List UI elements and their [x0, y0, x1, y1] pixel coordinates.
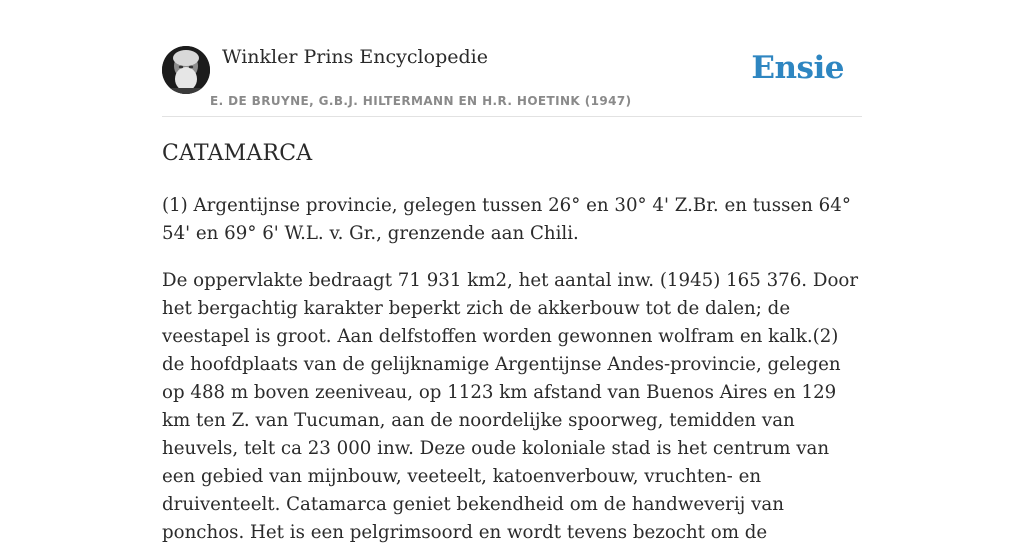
article-paragraph-2: De oppervlakte bedraagt 71 931 km2, het aantal inw. (1945) 165 376. Door het bergachtig karakter beperkt zich de akkerbouw tot de dalen; de veestapel is groot. Aan delfstoffen worden gewonnen wolfram en kalk.(2) de hoofdplaats van de gelijknamige Argentijnse Andes-provincie, gelegen op 488 m boven zeeniveau, op 1123 km afstand van Buenos Aires en 129 km ten Z. van Tucuman, aan de noordelijke spoorweg, temidden van heuvels, telt ca 23 000 inw. Deze oude koloniale stad is het centrum van een gebied van mijnbouw, veeteelt, katoenverbouw, vruchten- en druiventeelt. Catamarca geniet bekendheid om de handweverij van ponchos. Het is een pelgrimsoord en wordt tevens bezocht om de: [162, 270, 859, 543]
authors-line: E. DE BRUYNE, G.B.J. HILTERMANN EN H.R. HOETINK (1947): [210, 94, 632, 108]
site-header: [162, 0, 862, 117]
site-title[interactable]: Winkler Prins Encyclopedie: [222, 46, 488, 68]
page: [162, 0, 862, 543]
portrait-image: [162, 46, 210, 94]
article-headword: CATAMARCA: [162, 141, 313, 166]
author-portrait[interactable]: [162, 46, 210, 94]
article-paragraph-1: (1) Argentijnse provincie, gelegen tussen 26° en 30° 4' Z.Br. en tussen 64° 54' en 69° 6' W.L. v. Gr., grenzende aan Chili.: [162, 195, 851, 244]
ensie-logo[interactable]: Ensie: [751, 50, 844, 86]
